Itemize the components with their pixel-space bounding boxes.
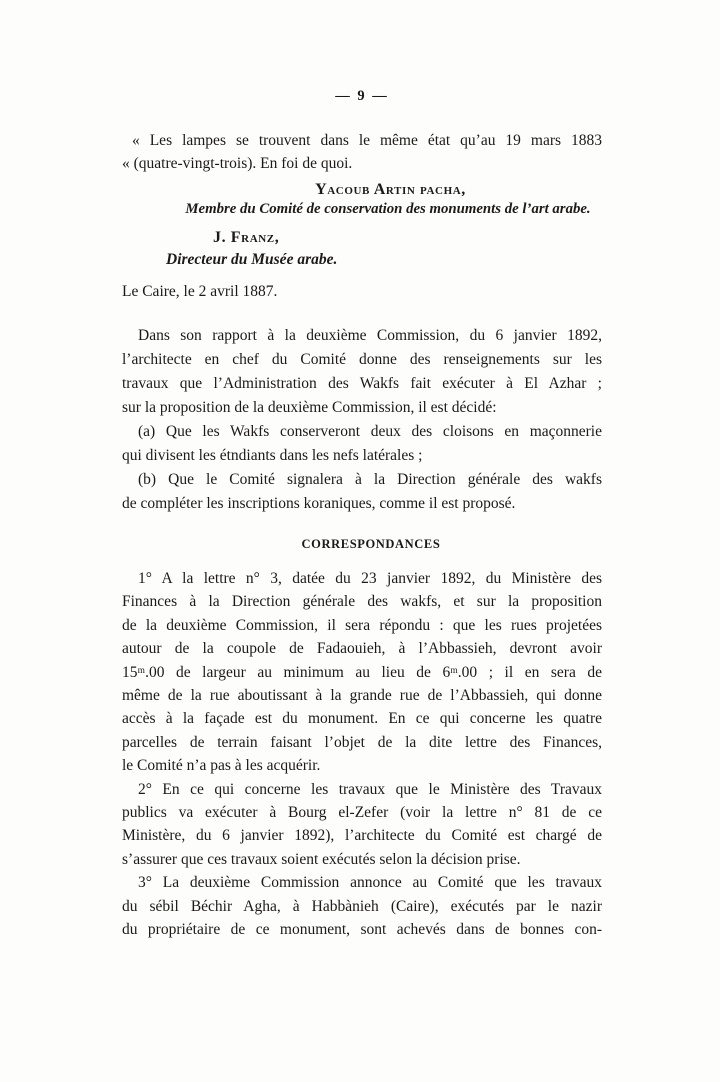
text-line: Finances à la Direction générale des wakfs, et sur la proposition: [122, 593, 602, 611]
dateline: Le Caire, le 2 avril 1887.: [122, 283, 278, 300]
signature-name-artin: Yacoub Artin pacha,: [315, 181, 466, 198]
report-paragraph: [122, 324, 602, 516]
text-line: « Les lampes se trouvent dans le même état qu’au 19 mars 1883: [132, 132, 602, 149]
text-line: Ministère, du 6 janvier 1892), l’architecte du Comité est chargé de: [122, 827, 602, 845]
signature-role-artin: Membre du Comité de conservation des monuments de l’art arabe.: [185, 201, 591, 217]
text-line: 1° A la lettre n° 3, datée du 23 janvier 1892, du Ministère des: [138, 570, 602, 587]
text-line: l’architecte en chef du Comité donne des renseignements sur les: [122, 351, 602, 368]
signature-name-franz: J. Franz,: [213, 229, 280, 246]
text-line: (b) Que le Comité signalera à la Direction générale des wakfs: [138, 471, 602, 488]
signature-role-franz: Directeur du Musée arabe.: [166, 251, 338, 268]
text-line: de la deuxième Commission, il sera répondu : que les rues projetées: [122, 616, 602, 634]
text-line: qui divisent les étndiants dans les nefs latérales ;: [122, 447, 423, 464]
text-line: autour de la coupole de Fadaouieh, à l’Abbassieh, devront avoir: [122, 640, 602, 658]
text-line: accès à la façade est du monument. En ce qui concerne les quatre: [122, 710, 602, 728]
page-number: — 9 —: [335, 88, 389, 104]
text-line: 3° La deuxième Commission annonce au Comité que les travaux: [138, 874, 602, 892]
text-line: publics va exécuter à Bourg el-Zefer (voir la lettre n° 81 de ce: [122, 804, 602, 822]
text-line: 2° En ce qui concerne les travaux que le Ministère des Travaux: [138, 780, 602, 798]
text-line: du sébil Béchir Agha, à Habbànieh (Caire), exécutés par le nazir: [122, 897, 602, 915]
text-line: de compléter les inscriptions koraniques, comme il est proposé.: [122, 495, 516, 512]
text-line: sur la proposition de la deuxième Commission, il est décidé:: [122, 399, 497, 416]
text-line: même de la rue aboutissant à la grande rue de l’Abbassieh, qui donne: [122, 687, 602, 705]
quote-paragraph: [122, 129, 602, 175]
text-line: s’assurer que ces travaux soient exécutés selon la décision prise.: [122, 850, 521, 868]
text-line: Dans son rapport à la deuxième Commission, du 6 janvier 1892,: [138, 327, 602, 344]
text-line: travaux que l’Administration des Wakfs fait exécuter à El Azhar ;: [122, 375, 602, 392]
section-heading: CORRESPONDANCES: [301, 537, 441, 551]
correspondence-paragraphs: [122, 567, 602, 942]
page-content: [122, 88, 602, 942]
text-line: « (quatre-vingt-trois). En foi de quoi.: [122, 155, 353, 172]
text-line: 15ᵐ.00 de largeur au minimum au lieu de 6ᵐ.00 ; il en sera de: [122, 663, 602, 681]
text-line: (a) Que les Wakfs conserveront deux des cloisons en maçonnerie: [138, 423, 602, 440]
text-line: le Comité n’a pas à les acquérir.: [122, 757, 321, 775]
text-line: parcelles de terrain faisant l’objet de la dite lettre des Finances,: [122, 733, 602, 751]
text-line: du propriétaire de ce monument, sont achevés dans de bonnes con-: [122, 921, 602, 939]
